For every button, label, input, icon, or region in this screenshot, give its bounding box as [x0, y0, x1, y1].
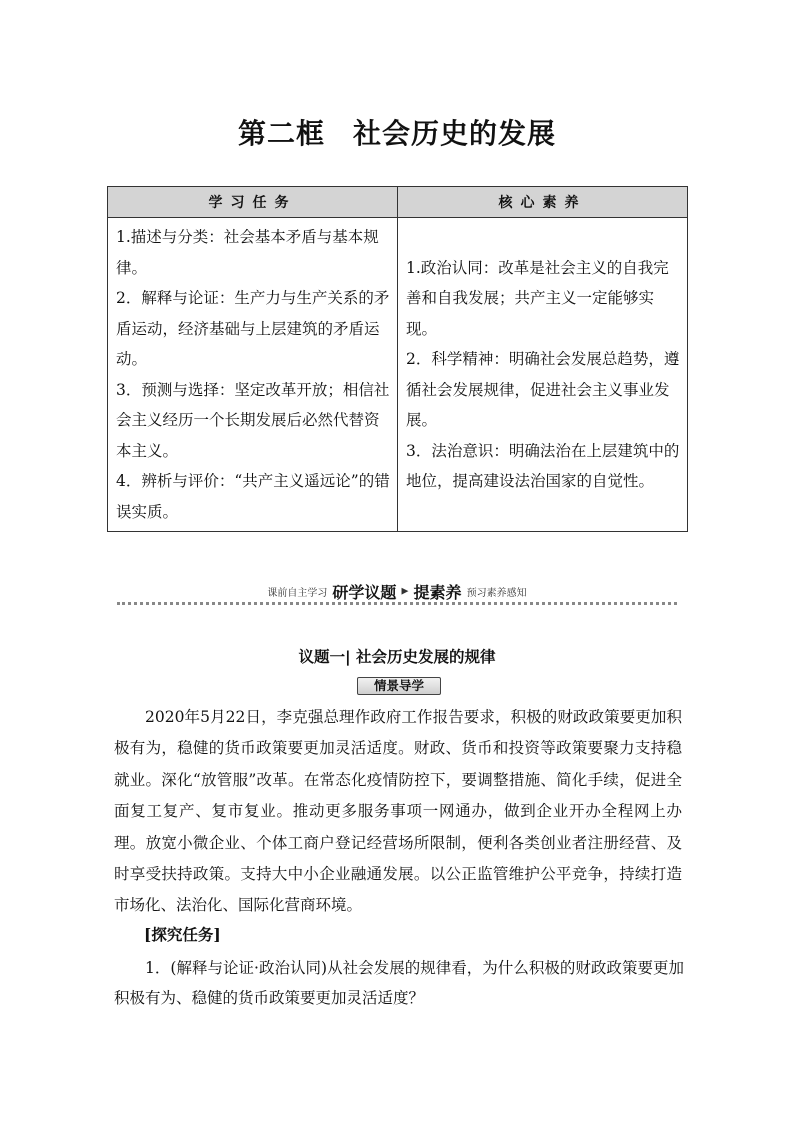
banner-dotted-rule: [117, 602, 677, 605]
banner-arrow-icon: ▶: [401, 586, 409, 597]
core-literacy-item: 1.政治认同：改革是社会主义的自我完善和自我发展；共产主义一定能够实现。: [406, 258, 669, 338]
core-literacy-cell: [398, 218, 688, 532]
learning-task-item: 1.描述与分类：社会基本矛盾与基本规律。: [116, 228, 379, 277]
inquiry-question: 1．(解释与论证·政治认同)从社会发展的规律看，为什么积极的财政政策要更加积极有为、稳健的货币政策要更加灵活适度？: [114, 959, 684, 1007]
banner-text: [117, 580, 677, 603]
learning-task-item: 3．预测与选择：坚定改革开放；相信社会主义经历一个长期发展后必然代替资本主义。: [116, 380, 390, 460]
scene-guide-label: 情景导学: [357, 677, 441, 695]
learning-task-item: 2．解释与论证：生产力与生产关系的矛盾运动，经济基础与上层建筑的矛盾运动。: [116, 289, 390, 368]
banner-right-caption: 预习素养感知: [466, 588, 527, 599]
header-core-literacy: 核心素养: [398, 187, 688, 218]
banner-left-caption: 课前自主学习: [267, 588, 328, 599]
header-learning-tasks: 学习任务: [108, 187, 398, 218]
learning-tasks-cell: [108, 218, 398, 532]
table-body-row: [108, 218, 688, 532]
lesson-number: 第二框: [237, 117, 325, 150]
section-banner: [117, 580, 677, 608]
banner-title-left: 研学议题: [332, 583, 397, 602]
lesson-name: 社会历史的发展: [353, 117, 557, 150]
core-literacy-item: 3．法治意识：明确法治在上层建筑中的地位，提高建设法治国家的自觉性。: [406, 441, 680, 490]
learning-objectives-table: [107, 186, 688, 532]
topic-heading: 议题一| 社会历史发展的规律: [298, 648, 496, 666]
learning-task-item: 4．辨析与评价：“共产主义遥远论”的错误实质。: [116, 472, 390, 521]
page-title: [0, 112, 794, 152]
table-header-row: [108, 187, 688, 218]
core-literacy-item: 2．科学精神：明确社会发展总趋势，遵循社会发展规律，促进社会主义事业发展。: [406, 350, 680, 429]
inquiry-task-label: [探究任务]: [144, 925, 221, 944]
banner-title-right: 提素养: [413, 583, 462, 602]
scene-paragraph: 2020年5月22日，李克强总理作政府工作报告要求，积极的财政政策要更加积极有为，稳健的货币政策要更加灵活适度。财政、货币和投资等政策要聚力支持稳就业。深化“放管服”改革。在常态化疫情防控下，要调整措施、简化手续，促进全面复工复产、复市复业。推动更多服务事项一网通办，做到企业开办全程网上办理。放宽小微企业、个体工商户登记经营场所限制，便利各类创业者注册经营、及时享受扶持政策。支持大中小企业融通发展。以公正监管维护公平竞争，持续打造市场化、法治化、国际化营商环境。: [114, 708, 682, 915]
